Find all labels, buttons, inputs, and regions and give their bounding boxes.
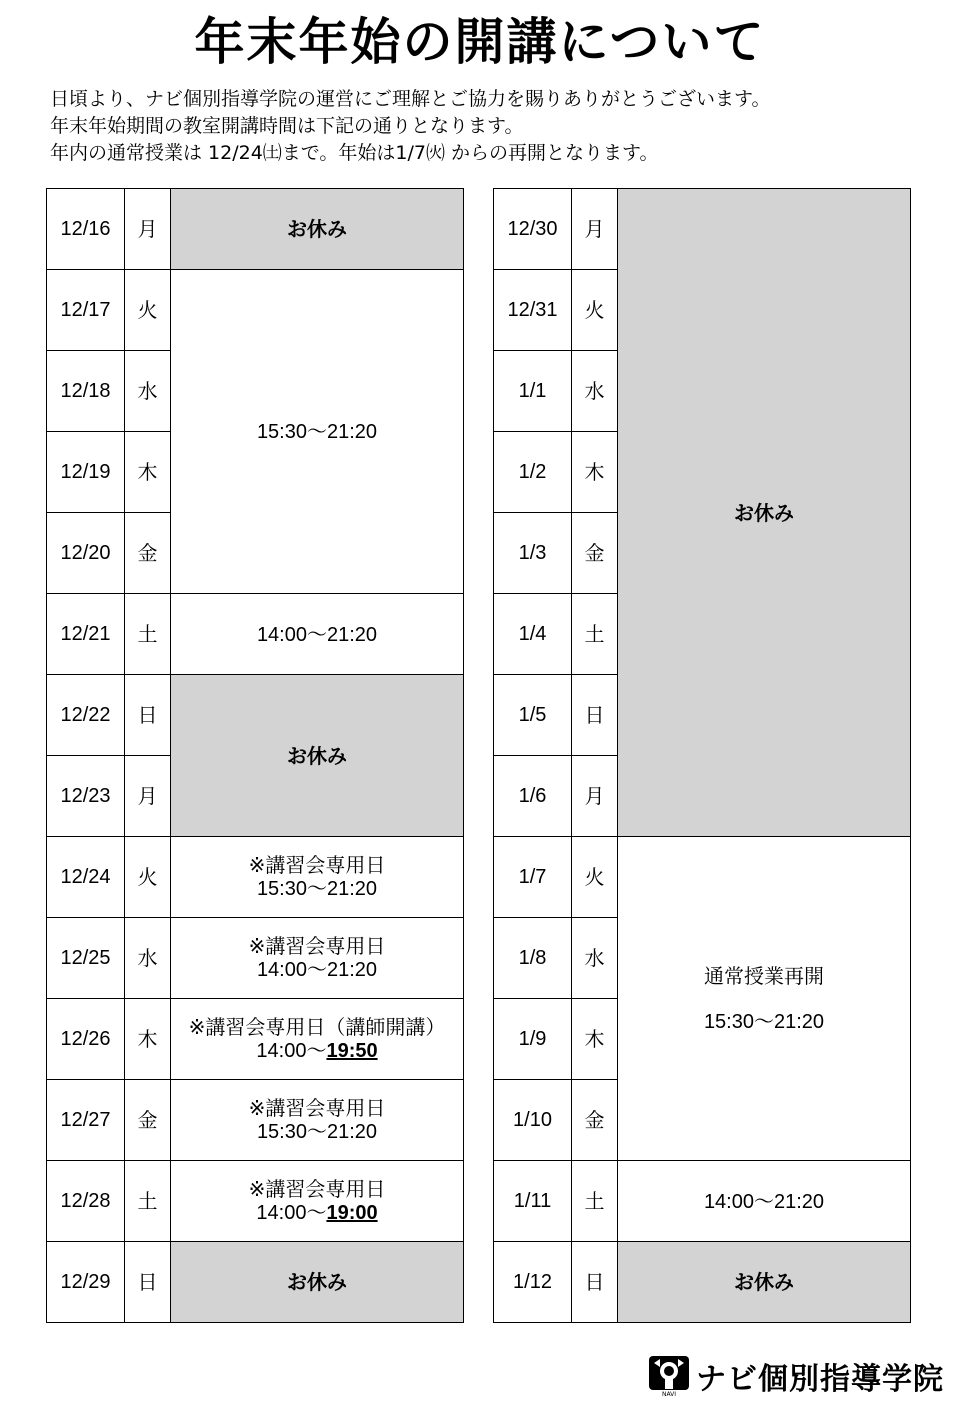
weekday-cell: 土 <box>572 594 618 675</box>
special-label: ※講習会専用日 <box>248 934 386 958</box>
date-cell: 12/21 <box>47 594 125 675</box>
table-row <box>47 837 464 918</box>
weekday-cell: 日 <box>572 1242 618 1323</box>
weekday-cell: 月 <box>572 756 618 837</box>
weekday-cell: 火 <box>572 270 618 351</box>
date-cell: 1/12 <box>494 1242 572 1323</box>
date-cell: 12/27 <box>47 1080 125 1161</box>
hours-cell <box>618 1161 911 1242</box>
resume-cell <box>618 837 911 1161</box>
hours-text: 15:30〜21:20 <box>256 1121 378 1143</box>
weekday-cell: 木 <box>125 432 171 513</box>
date-cell: 1/5 <box>494 675 572 756</box>
weekday-cell: 金 <box>572 513 618 594</box>
weekday-cell: 水 <box>572 918 618 999</box>
weekday-cell: 木 <box>572 432 618 513</box>
date-cell: 12/18 <box>47 351 125 432</box>
intro-text <box>50 86 930 167</box>
hours-text <box>171 1039 463 1063</box>
weekday-cell: 火 <box>125 270 171 351</box>
weekday-cell: 水 <box>125 351 171 432</box>
table-row <box>47 999 464 1080</box>
date-cell: 12/30 <box>494 189 572 270</box>
closed-cell: お休み <box>171 1242 464 1323</box>
closed-cell: お休み <box>618 1242 911 1323</box>
table-row <box>47 1080 464 1161</box>
logo-text: ナビ個別指導学院 <box>696 1362 944 1397</box>
hours-cell <box>171 270 464 594</box>
weekday-cell: 日 <box>125 1242 171 1323</box>
navi-mascot-icon <box>648 1355 690 1397</box>
table-row <box>47 270 464 351</box>
table-row <box>47 594 464 675</box>
date-cell: 12/28 <box>47 1161 125 1242</box>
special-session-cell <box>171 1161 464 1242</box>
hours-text: 15:30〜21:20 <box>703 1010 825 1033</box>
weekday-cell: 金 <box>572 1080 618 1161</box>
weekday-cell: 水 <box>572 351 618 432</box>
table-row <box>494 1161 911 1242</box>
schedule-table-december <box>46 188 464 1323</box>
date-cell: 12/22 <box>47 675 125 756</box>
date-cell: 1/2 <box>494 432 572 513</box>
date-cell: 1/7 <box>494 837 572 918</box>
weekday-cell: 土 <box>125 594 171 675</box>
date-cell: 12/17 <box>47 270 125 351</box>
hours-text: 15:30〜21:20 <box>256 421 378 443</box>
table-row <box>494 189 911 270</box>
school-logo <box>648 1352 948 1400</box>
weekday-cell: 火 <box>125 837 171 918</box>
weekday-cell: 金 <box>125 1080 171 1161</box>
hours-start: 14:00〜 <box>256 1202 327 1224</box>
date-cell: 1/1 <box>494 351 572 432</box>
weekday-cell: 火 <box>572 837 618 918</box>
hours-end-emphasis: 19:50 <box>326 1040 378 1062</box>
spacer <box>618 988 910 1010</box>
weekday-cell: 木 <box>572 999 618 1080</box>
date-cell: 1/9 <box>494 999 572 1080</box>
date-cell: 1/4 <box>494 594 572 675</box>
table-row <box>47 1161 464 1242</box>
weekday-cell: 月 <box>125 189 171 270</box>
hours-text: 14:00〜21:20 <box>703 1190 825 1213</box>
hours-text: 15:30〜21:20 <box>256 878 378 900</box>
date-cell: 1/3 <box>494 513 572 594</box>
weekday-cell: 日 <box>572 675 618 756</box>
weekday-cell: 金 <box>125 513 171 594</box>
special-session-cell <box>171 837 464 918</box>
schedule-table-january <box>493 188 911 1323</box>
date-cell: 1/10 <box>494 1080 572 1161</box>
hours-start: 14:00〜 <box>256 1040 327 1062</box>
date-cell: 12/23 <box>47 756 125 837</box>
date-cell: 1/11 <box>494 1161 572 1242</box>
special-session-cell <box>171 999 464 1080</box>
intro-line-2: 年末年始期間の教室開講時間は下記の通りとなります。 <box>50 115 524 137</box>
weekday-cell: 水 <box>125 918 171 999</box>
table-row <box>47 675 464 756</box>
date-cell: 12/26 <box>47 999 125 1080</box>
intro-line-1: 日頃より、ナビ個別指導学院の運営にご理解とご協力を賜りありがとうございます。 <box>50 88 771 110</box>
hours-end-emphasis: 19:00 <box>326 1202 378 1224</box>
special-label: ※講習会専用日 <box>248 1177 386 1201</box>
special-label: ※講習会専用日 <box>248 1096 386 1120</box>
weekday-cell: 月 <box>125 756 171 837</box>
table-row <box>47 918 464 999</box>
closed-cell: お休み <box>171 189 464 270</box>
date-cell: 12/29 <box>47 1242 125 1323</box>
table-row <box>47 189 464 270</box>
date-cell: 12/19 <box>47 432 125 513</box>
date-cell: 12/31 <box>494 270 572 351</box>
weekday-cell: 日 <box>125 675 171 756</box>
logo-sub-text: NAVI <box>661 1391 677 1397</box>
date-cell: 1/6 <box>494 756 572 837</box>
closed-cell: お休み <box>171 675 464 837</box>
date-cell: 1/8 <box>494 918 572 999</box>
weekday-cell: 土 <box>572 1161 618 1242</box>
page-title: 年末年始の開講について <box>194 13 766 71</box>
weekday-cell: 木 <box>125 999 171 1080</box>
hours-text <box>171 1201 463 1225</box>
date-cell: 12/20 <box>47 513 125 594</box>
table-row <box>494 1242 911 1323</box>
table-row <box>494 837 911 918</box>
special-label: ※講習会専用日 <box>248 853 386 877</box>
intro-line-3: 年内の通常授業は 12/24㈯まで。年始は1/7㈫ からの再開となります。 <box>50 142 659 164</box>
hours-text: 14:00〜21:20 <box>256 959 378 981</box>
closed-cell: お休み <box>618 189 911 837</box>
special-label: ※講習会専用日（講師開講） <box>188 1015 446 1039</box>
table-row <box>47 1242 464 1323</box>
date-cell: 12/16 <box>47 189 125 270</box>
hours-cell <box>171 594 464 675</box>
weekday-cell: 月 <box>572 189 618 270</box>
hours-text: 14:00〜21:20 <box>256 623 378 646</box>
resume-label: 通常授業再開 <box>704 963 824 988</box>
special-session-cell <box>171 1080 464 1161</box>
date-cell: 12/25 <box>47 918 125 999</box>
special-session-cell <box>171 918 464 999</box>
weekday-cell: 土 <box>125 1161 171 1242</box>
date-cell: 12/24 <box>47 837 125 918</box>
